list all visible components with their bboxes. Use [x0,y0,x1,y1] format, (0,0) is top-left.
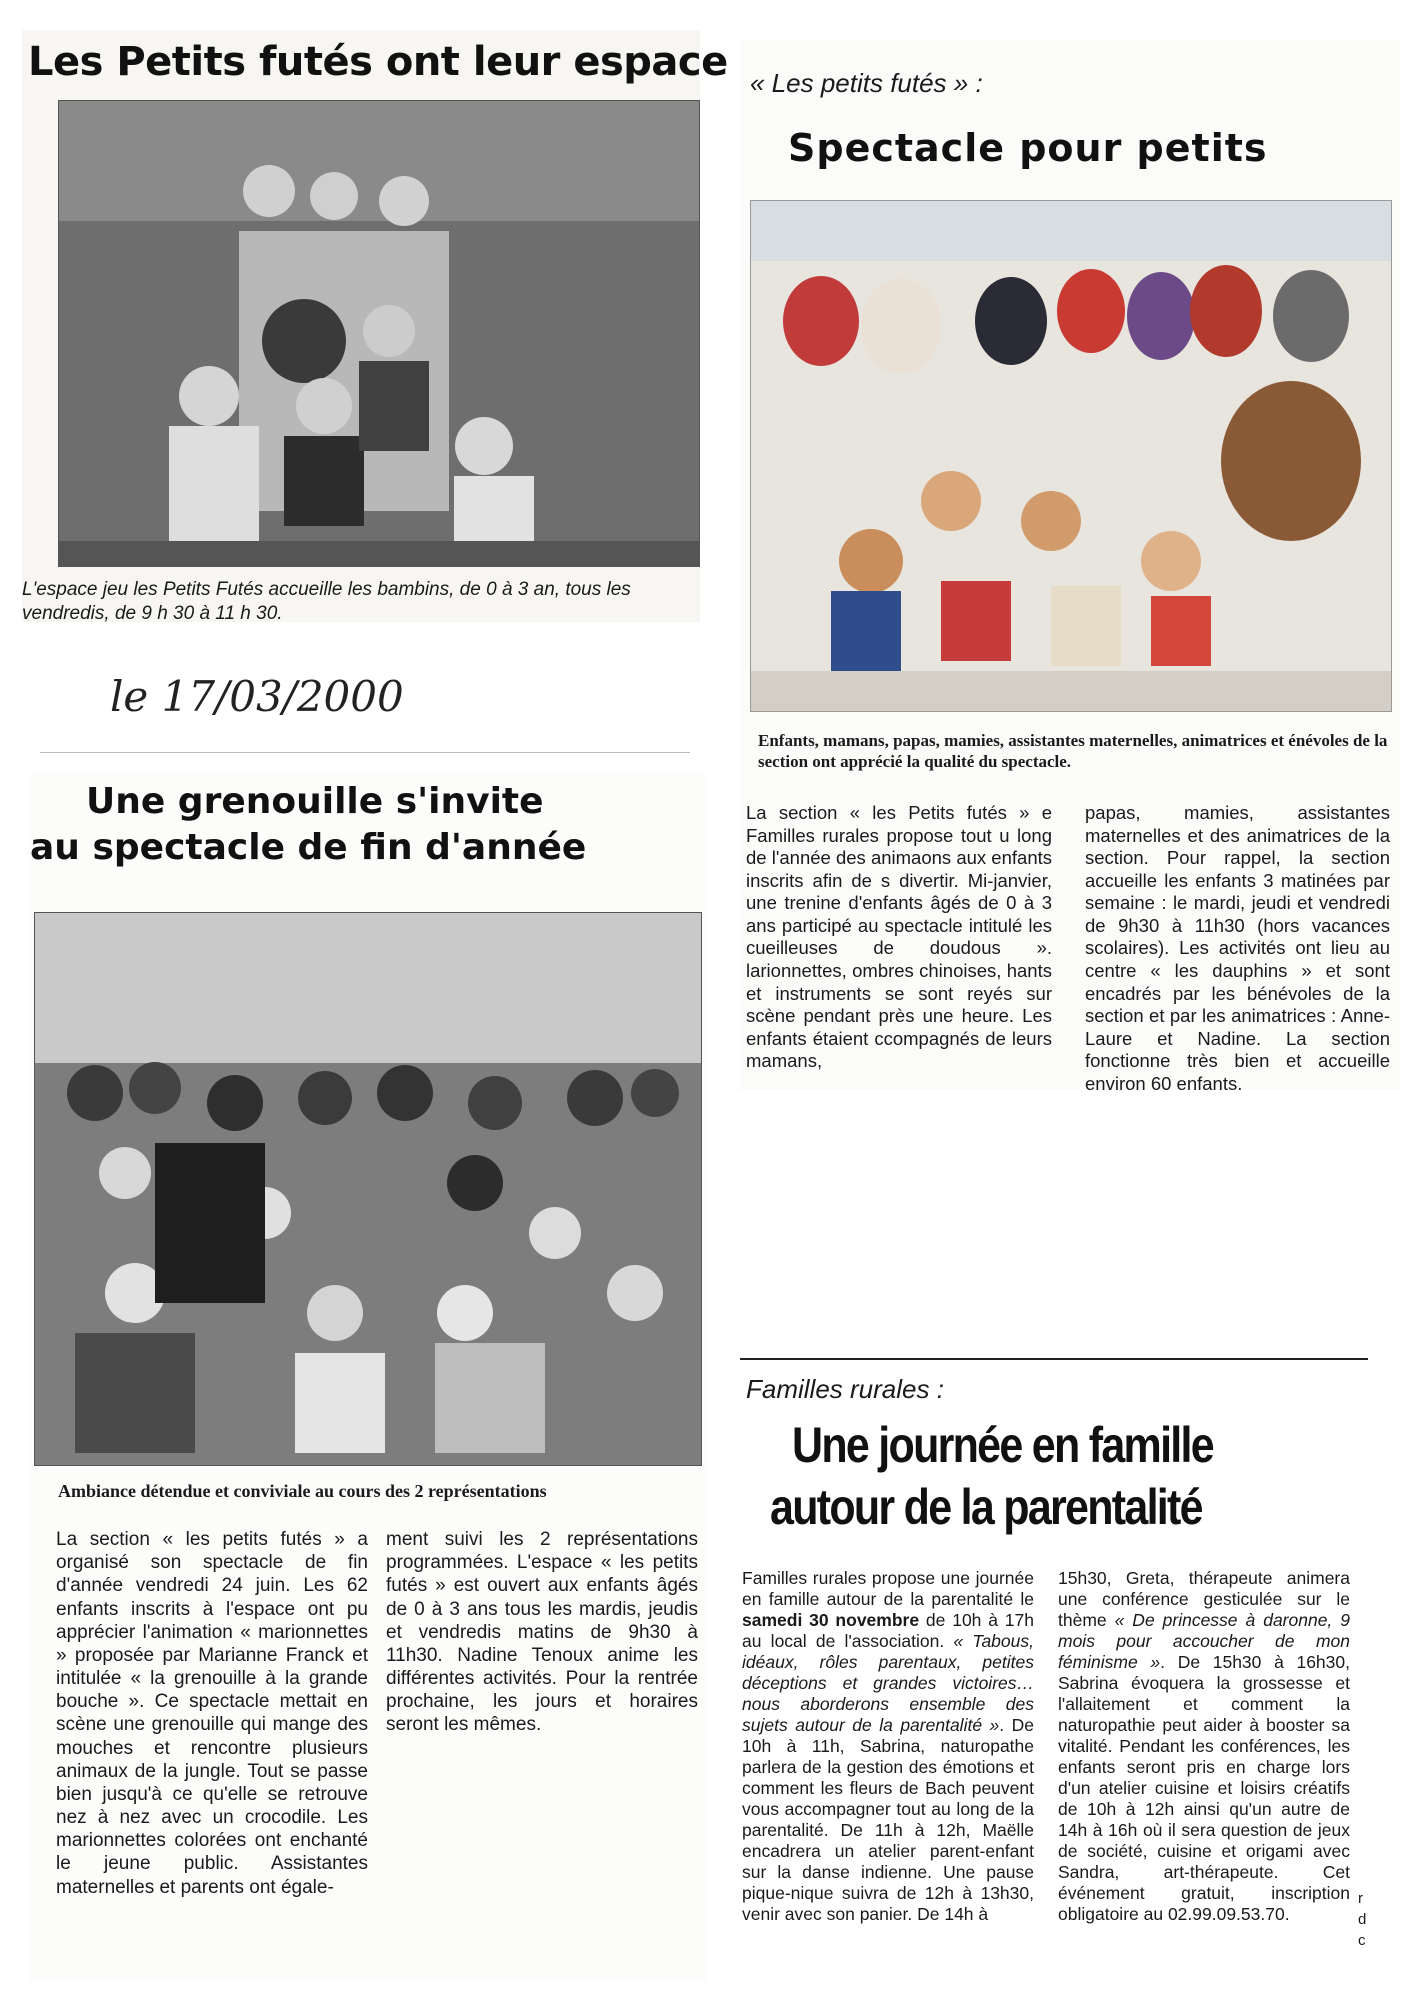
photo-spectacle-audience [750,200,1392,712]
headline-line-1: Une journée en famille [792,1417,1213,1473]
text: . De 15h30 à 16h30, Sabrina évoquera la grossesse et l'allaitement et comment la naturopathie peut aider à booster sa vitalité. Pendant les conférences, les enfants seront pris en charge lors d'un atelier cuisine et loisirs créatifs de 10h à 12h ainsi qu'un autre de 14h à 16h où il sera question de jeux de société, cuisine et origami avec Sandra, art-thérapeute. Cet événement gratuit, inscription obligatoire au 02.99.09.53.70. [1058,1652,1350,1924]
clip-grenouille-spectacle [30,772,706,1982]
text: . De 10h à 11h, Sabrina, naturopathe parlera de la gestion des émotions et comment les fleurs de Bach peuvent vous accompagner tout au long de la parentalité. De 11h à 12h, Maëlle encadrera un atelier parent-enfant sur la danse indienne. Une pause pique-nique suivra de 12h à 13h30, venir avec son panier. De 14h à [742,1715,1034,1924]
headline: Spectacle pour petits [788,126,1268,170]
text: de 10h à 17h au local de l'association. [742,1610,1034,1651]
article-col-2 [1058,1568,1350,1925]
headline-line-2: au spectacle de fin d'année [30,827,587,868]
article-col-2: ment suivi les 2 représentations programmées. L'espace « les petits futés » est ouvert aux enfants âgés de 0 à 3 ans tous les mardis, jeudis et vendredis matins de 9h30 à 11h30. Nadine Tenoux anime les différentes activités. Pour la rentrée prochaine, les jours et horaires seront les mêmes. [386,1529,698,1736]
quote: « De princesse à daronne, 9 mois pour accoucher de mon féminisme » [1058,1610,1350,1672]
text: 15h30, Greta, thérapeute animera une conférence gesticulée sur le thème [1058,1568,1350,1630]
photo-children-costumes [58,100,700,567]
handwritten-date: le 17/03/2000 [110,672,404,721]
photo-caption: Enfants, mamans, papas, mamies, assistantes maternelles, animatrices et énévoles de la section ont apprécié la qualité du spectacle. [758,731,1388,772]
margin-fragment: r d c [1358,1890,1367,1949]
event-date: samedi 30 novembre [742,1610,920,1630]
article-col-2: papas, mamies, assistantes maternelles et des animatrices de la section. Pour rappel, la section accueille les enfants 3 matinées par semaine : le mardi, jeudi et vendredi de 9h30 à 11h30 (hors vacances scolaires). Les activités ont lieu au centre « les dauphins » et sont encadrés par les bénévoles de la section et par les animatrices : Anne-Laure et Nadine. La section fonctionne très bien et accueille environ 60 enfants. [1085,802,1390,1094]
photo-caption: L'espace jeu les Petits Futés accueille les bambins, de 0 à 3 an, tous les vendredis, de 9 h 30 à 11 h 30. [22,579,631,624]
kicker: « Les petits futés » : [750,68,983,98]
article-col-1: La section « les Petits futés » e Familles rurales propose tout u long de l'année des animaons aux enfants inscrits afin de s divertir. Mi-janvier, une trenine d'enfants âgés de 0 à 3 ans participé au spectacle intitulé les cueilleuses de doudous ». larionnettes, ombres chinoises, hants et instruments se sont reyés sur scène pendant près une heure. Les enfants étaient ccompagnés de leurs mamans, [746,802,1052,1072]
photo-caption: Ambiance détendue et conviviale au cours des 2 représentations [58,1481,547,1501]
top-rule [740,1358,1368,1360]
text: Familles rurales propose une journée en famille autour de la parentalité le [742,1568,1034,1609]
article-col-1: La section « les petits futés » a organisé son spectacle de fin d'année vendredi 24 juin. Les 62 enfants inscrits à l'espace ont pu apprécier l'animation « marionnettes » proposée par Marianne Franck et intitulée « la grenouille à la grande bouche ». Ce spectacle mettait en scène une grenouille qui mange des mouches et rencontre plusieurs animaux de la jungle. Tout se passe bien jusqu'à ce qu'elle se retrouve nez à nez avec un crocodile. Les marionnettes colorées ont enchanté le jeune public. Assistantes maternelles et parents ont égale- [56,1529,368,1898]
clip-journee-famille-parentalite [740,1358,1380,1978]
clip-spectacle-pour-petits [740,40,1400,1094]
article-col-1 [742,1568,1034,1925]
clip-petits-futes-espace [22,30,728,624]
headline-line-2: autour de la parentalité [770,1479,1202,1535]
headline: Les Petits futés ont leur espace [28,39,728,85]
kicker: Familles rurales : [746,1374,944,1404]
quote: « Tabous, idéaux, rôles parentaux, petites déceptions et grandes victoires… nous aborderons ensemble des sujets autour de la parentalité » [742,1631,1034,1735]
date-underline [40,752,690,753]
photo-audience-grenouille [34,912,702,1466]
headline-line-1: Une grenouille s'invite [86,781,544,822]
